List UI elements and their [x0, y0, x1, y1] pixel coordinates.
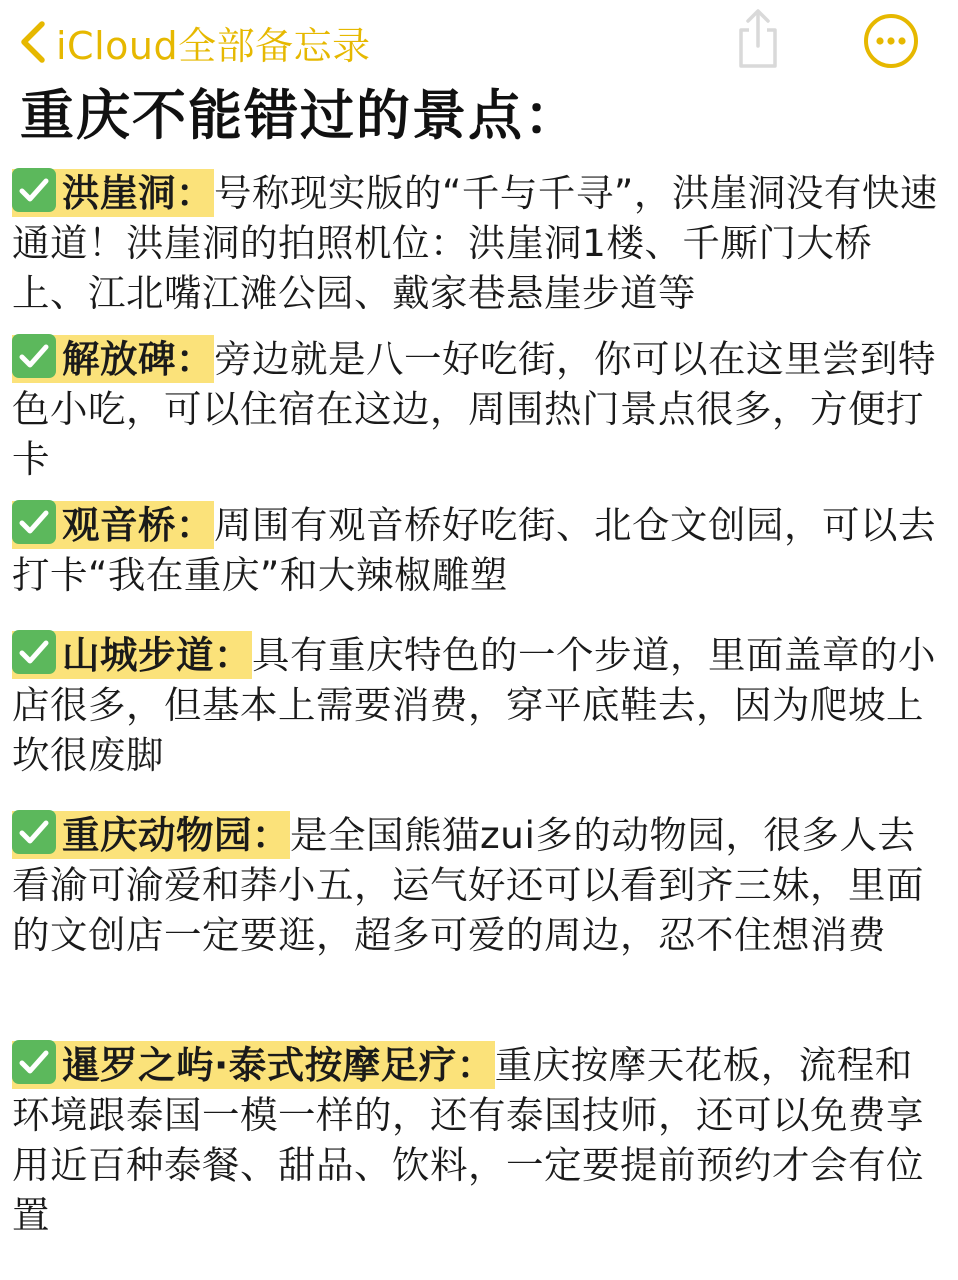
heading-text: 解放碑：: [62, 337, 214, 381]
check-mark-icon: [12, 334, 56, 378]
note-heading: [12, 501, 214, 549]
note-heading: [12, 335, 214, 383]
heading-text: 观音桥：: [62, 503, 214, 547]
note-body: 号称现实版的“千与千寻”，洪崖洞没有快速通道！洪崖洞的拍照机位：洪崖洞1楼、千厮门大桥上、江北嘴江滩公园、戴家巷悬崖步道等: [12, 171, 938, 315]
note-heading: [12, 811, 290, 859]
back-label: iCloud全部备忘录: [56, 23, 371, 68]
check-mark-icon: [12, 810, 56, 854]
note-body: 具有重庆特色的一个步道，里面盖章的小店很多，但基本上需要消费，穿平底鞋去，因为爬坡上坎很废脚: [12, 633, 936, 777]
note-heading: [12, 169, 214, 217]
check-mark-icon: [12, 500, 56, 544]
share-button[interactable]: [730, 8, 786, 74]
note-body: 周围有观音桥好吃街、北仓文创园，可以去打卡“我在重庆”和大辣椒雕塑: [12, 503, 936, 597]
check-mark-icon: [12, 630, 56, 674]
note-paragraph: [12, 334, 946, 484]
note-body: 重庆按摩天花板，流程和环境跟泰国一模一样的，还有泰国技师，还可以免费享用近百种泰餐、甜品、饮料，一定要提前预约才会有位置: [12, 1043, 924, 1237]
note-heading: [12, 631, 252, 679]
back-button[interactable]: [10, 14, 371, 70]
check-mark-icon: [12, 1040, 56, 1084]
note-body: 旁边就是八一好吃街，你可以在这里尝到特色小吃，可以住宿在这边，周围热门景点很多，方便打卡: [12, 337, 936, 481]
navigation-bar: [0, 0, 958, 84]
note-body: 是全国熊猫zui多的动物园，很多人去看渝可渝爱和莽小五，运气好还可以看到齐三妹，里面的文创店一定要逛，超多可爱的周边，忍不住想消费: [12, 813, 924, 957]
note-paragraph: [12, 810, 946, 960]
chevron-left-icon: [10, 14, 56, 70]
note-paragraph: [12, 1040, 946, 1240]
ellipsis-circle-icon: [863, 13, 919, 73]
note-paragraph: [12, 500, 946, 600]
check-mark-icon: [12, 168, 56, 212]
note-paragraph: [12, 168, 946, 318]
more-options-button[interactable]: [862, 14, 920, 72]
share-icon: [733, 8, 783, 74]
heading-text: 洪崖洞：: [62, 171, 214, 215]
note-paragraph: [12, 630, 946, 780]
heading-text: 山城步道：: [62, 633, 252, 677]
note-heading: [12, 1041, 495, 1089]
heading-text: 暹罗之屿·泰式按摩足疗：: [62, 1043, 495, 1087]
heading-text: 重庆动物园：: [62, 813, 290, 857]
note-title: 重庆不能错过的景点：: [20, 84, 580, 147]
